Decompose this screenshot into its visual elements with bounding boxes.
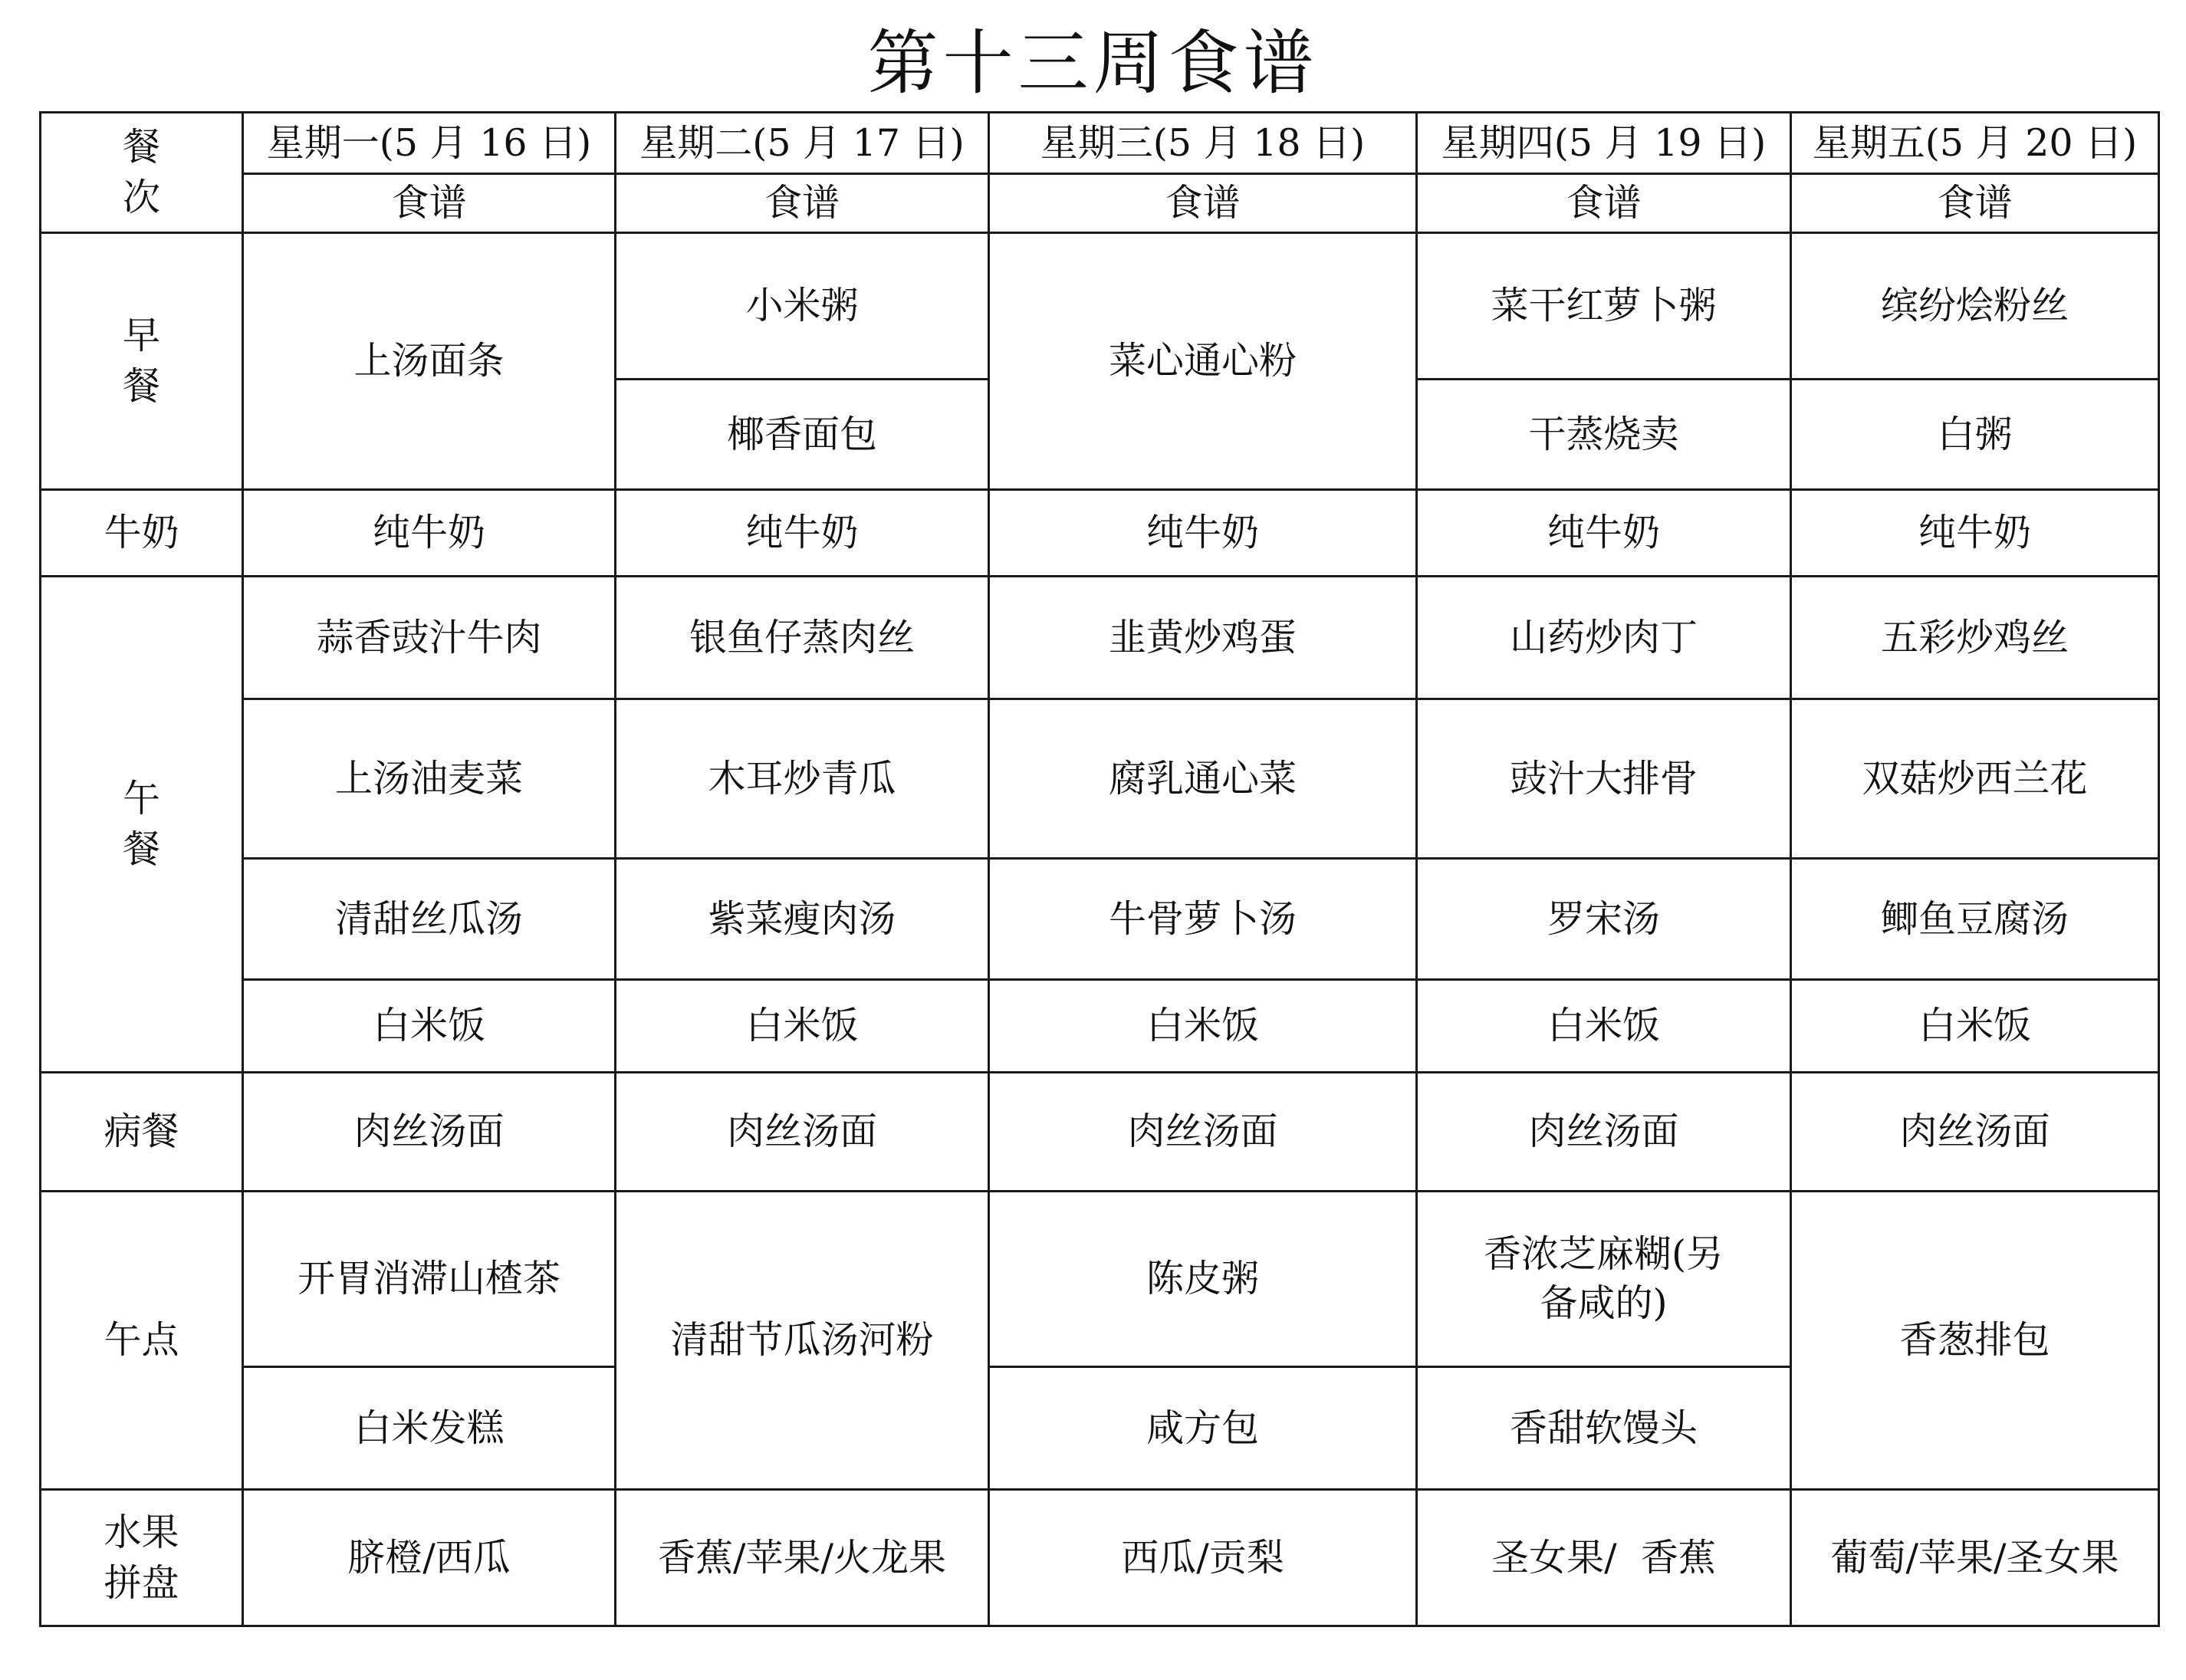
fruit-tue: 香蕉/苹果/火龙果 — [616, 1490, 989, 1626]
sick-row — [41, 1073, 2159, 1192]
sick-mon: 肉丝汤面 — [243, 1073, 616, 1192]
breakfast-fri-2: 白粥 — [1791, 380, 2159, 490]
snack-wed-2: 咸方包 — [989, 1367, 1417, 1490]
milk-wed: 纯牛奶 — [989, 490, 1417, 577]
breakfast-wed: 菜心通心粉 — [989, 233, 1417, 490]
lunch-tue-4: 白米饭 — [616, 980, 989, 1073]
lunch-wed-3: 牛骨萝卜汤 — [989, 859, 1417, 980]
sick-fri: 肉丝汤面 — [1791, 1073, 2159, 1192]
milk-thu: 纯牛奶 — [1417, 490, 1791, 577]
sick-thu: 肉丝汤面 — [1417, 1073, 1791, 1192]
meal-label-sick: 病餐 — [41, 1073, 243, 1192]
meal-label-fruit: 水果拼盘 — [41, 1490, 243, 1626]
milk-tue: 纯牛奶 — [616, 490, 989, 577]
lunch-wed-4: 白米饭 — [989, 980, 1417, 1073]
lunch-row-3 — [41, 859, 2159, 980]
lunch-thu-4: 白米饭 — [1417, 980, 1791, 1073]
fruit-mon: 脐橙/西瓜 — [243, 1490, 616, 1626]
snack-fri: 香葱排包 — [1791, 1192, 2159, 1490]
header-row-sub — [41, 174, 2159, 233]
lunch-mon-3: 清甜丝瓜汤 — [243, 859, 616, 980]
fruit-thu: 圣女果/ 香蕉 — [1417, 1490, 1791, 1626]
day-header-tue: 星期二(5 月 17 日) — [616, 113, 989, 174]
lunch-tue-3: 紫菜瘦肉汤 — [616, 859, 989, 980]
weekly-menu-table — [39, 111, 2160, 1627]
sub-header-tue: 食谱 — [616, 174, 989, 233]
milk-fri: 纯牛奶 — [1791, 490, 2159, 577]
day-header-wed: 星期三(5 月 18 日) — [989, 113, 1417, 174]
snack-thu-1-text: 香浓芝麻糊(另备咸的) — [1483, 1231, 1724, 1325]
lunch-tue-2: 木耳炒青瓜 — [616, 699, 989, 859]
lunch-mon-2: 上汤油麦菜 — [243, 699, 616, 859]
breakfast-thu-1: 菜干红萝卜粥 — [1417, 233, 1791, 380]
lunch-fri-2: 双菇炒西兰花 — [1791, 699, 2159, 859]
lunch-wed-1: 韭黄炒鸡蛋 — [989, 577, 1417, 699]
breakfast-tue-2: 椰香面包 — [616, 380, 989, 490]
meal-column-header: 餐次 — [41, 113, 243, 233]
snack-wed-1: 陈皮粥 — [989, 1192, 1417, 1367]
lunch-row-4 — [41, 980, 2159, 1073]
breakfast-tue-1: 小米粥 — [616, 233, 989, 380]
page-title: 第十三周食谱 — [867, 22, 1319, 104]
snack-thu-2: 香甜软馒头 — [1417, 1367, 1791, 1490]
fruit-wed: 西瓜/贡梨 — [989, 1490, 1417, 1626]
fruit-row — [41, 1490, 2159, 1626]
snack-mon-2: 白米发糕 — [243, 1367, 616, 1490]
breakfast-mon: 上汤面条 — [243, 233, 616, 490]
breakfast-thu-2: 干蒸烧卖 — [1417, 380, 1791, 490]
breakfast-fri-1: 缤纷烩粉丝 — [1791, 233, 2159, 380]
lunch-fri-3: 鲫鱼豆腐汤 — [1791, 859, 2159, 980]
sick-wed: 肉丝汤面 — [989, 1073, 1417, 1192]
day-header-mon: 星期一(5 月 16 日) — [243, 113, 616, 174]
meal-label-snack: 午点 — [41, 1192, 243, 1490]
lunch-mon-4: 白米饭 — [243, 980, 616, 1073]
milk-row — [41, 490, 2159, 577]
lunch-mon-1: 蒜香豉汁牛肉 — [243, 577, 616, 699]
snack-mon-1: 开胃消滞山楂茶 — [243, 1192, 616, 1367]
lunch-row-1 — [41, 577, 2159, 699]
lunch-fri-1: 五彩炒鸡丝 — [1791, 577, 2159, 699]
snack-thu-1 — [1417, 1192, 1791, 1367]
day-header-fri: 星期五(5 月 20 日) — [1791, 113, 2159, 174]
meal-label-lunch: 午餐 — [41, 577, 243, 1073]
meal-label-breakfast: 早餐 — [41, 233, 243, 490]
sub-header-mon: 食谱 — [243, 174, 616, 233]
snack-row-1 — [41, 1192, 2159, 1367]
sub-header-thu: 食谱 — [1417, 174, 1791, 233]
fruit-fri: 葡萄/苹果/圣女果 — [1791, 1490, 2159, 1626]
lunch-thu-3: 罗宋汤 — [1417, 859, 1791, 980]
breakfast-row-1 — [41, 233, 2159, 380]
lunch-row-2 — [41, 699, 2159, 859]
sub-header-wed: 食谱 — [989, 174, 1417, 233]
sub-header-fri: 食谱 — [1791, 174, 2159, 233]
snack-tue: 清甜节瓜汤河粉 — [616, 1192, 989, 1490]
header-row-days — [41, 113, 2159, 174]
lunch-tue-1: 银鱼仔蒸肉丝 — [616, 577, 989, 699]
sick-tue: 肉丝汤面 — [616, 1073, 989, 1192]
lunch-thu-1: 山药炒肉丁 — [1417, 577, 1791, 699]
day-header-thu: 星期四(5 月 19 日) — [1417, 113, 1791, 174]
lunch-wed-2: 腐乳通心菜 — [989, 699, 1417, 859]
lunch-fri-4: 白米饭 — [1791, 980, 2159, 1073]
meal-label-milk: 牛奶 — [41, 490, 243, 577]
milk-mon: 纯牛奶 — [243, 490, 616, 577]
lunch-thu-2: 豉汁大排骨 — [1417, 699, 1791, 859]
